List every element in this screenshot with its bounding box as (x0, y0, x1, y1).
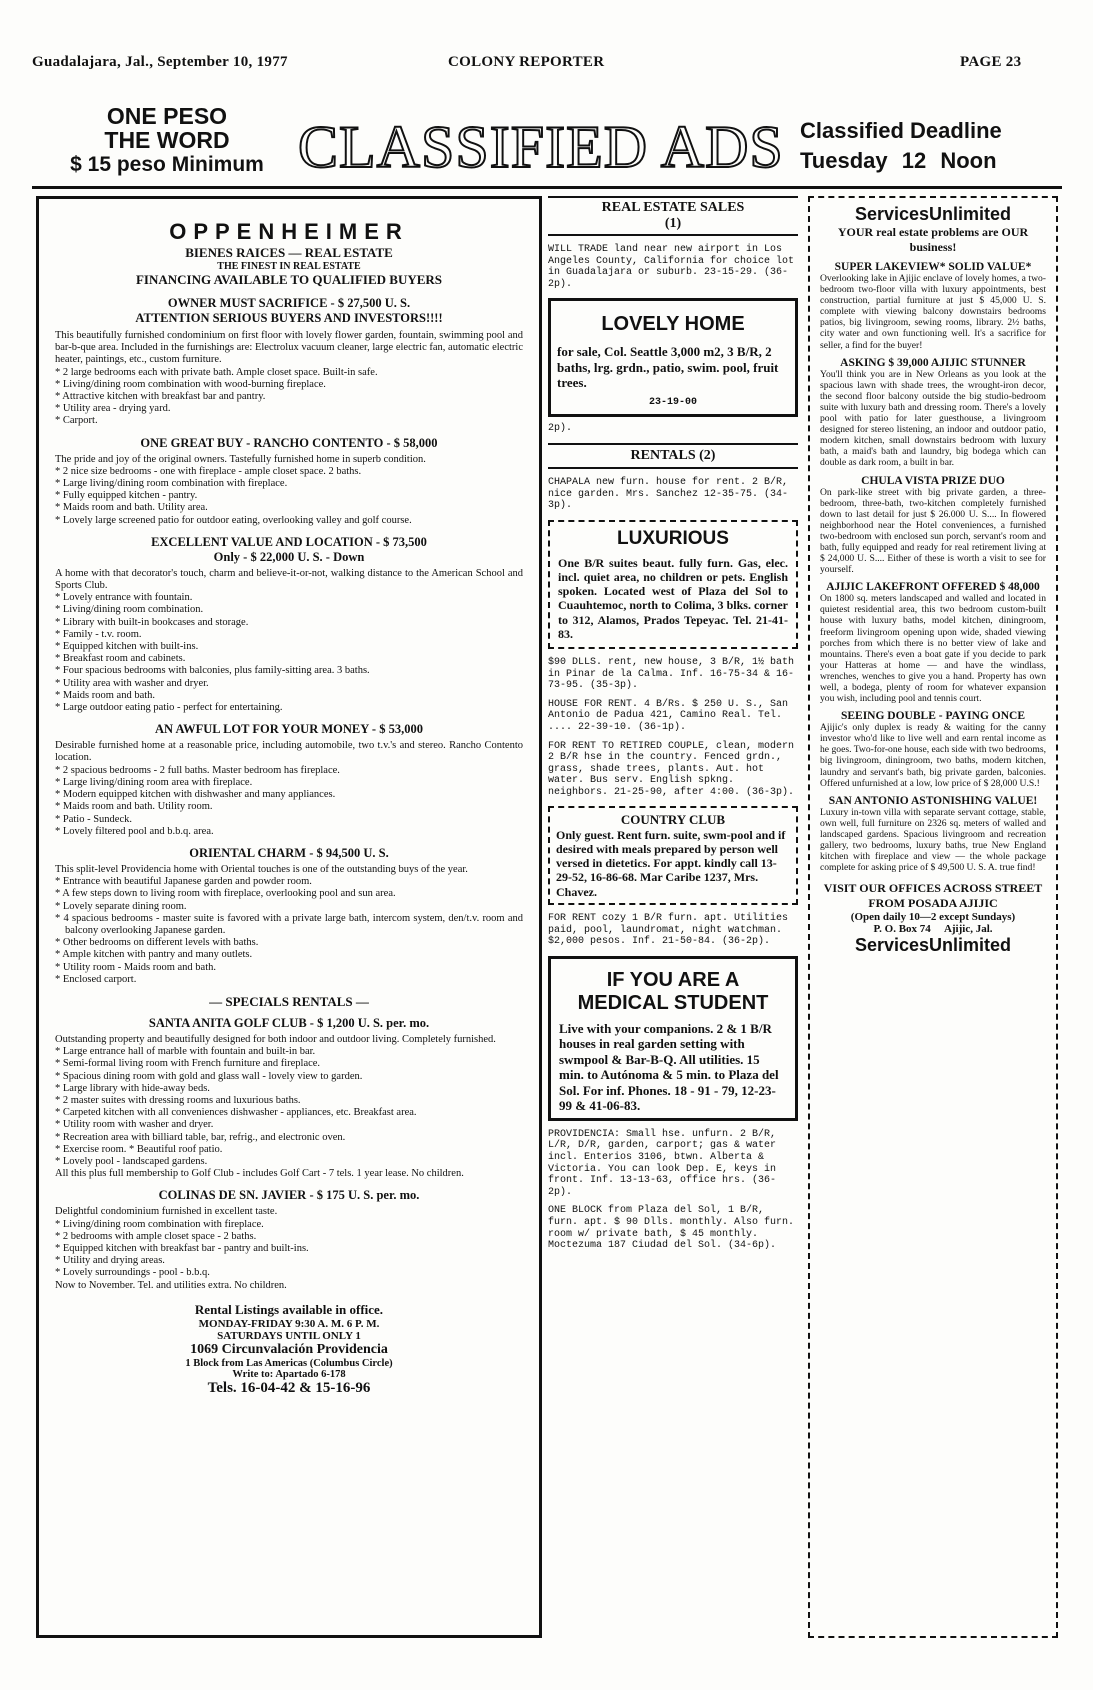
feature-item: * 4 spacious bedrooms - master suite is favored with a private large bath, intercom system, den/t.v. room and balcony overlooking Japanese garden. (55, 913, 523, 937)
feature-item: * Maids room and bath. (55, 690, 523, 702)
feature-item: * Family - t.v. room. (55, 629, 523, 641)
office-phones: Tels. 16-04-42 & 15-16-96 (207, 1379, 371, 1396)
feature-item: * Exercise room. * Beautiful roof patio. (55, 1144, 523, 1156)
office-line-1: Rental Listings available in office. (194, 1301, 384, 1317)
country-club-ad (548, 806, 798, 905)
services-ad-2-title: ASKING $ 39,000 AJIJIC STUNNER (840, 356, 1026, 369)
house-for-rent-ad: HOUSE FOR RENT. 4 B/Rs. $ 250 U. S., San Antonio de Padua 421, Camino Real. Tel. .... 22-39-10. (36-1p). (548, 698, 789, 734)
feature-item: * 2 master suites with dressing rooms and luxurious baths. (55, 1095, 523, 1107)
country-club-body: Only guest. Rent furn. suite, swm-pool and if desired with meals prepared by person well versed in dietetics. For appt. kindly call 13-29-52, 16-86-68. Mar Caribe 1237, Mrs. Chavez. (556, 827, 786, 899)
dateline: Guadalajara, Jal., September 10, 1977 (32, 54, 288, 70)
services-intro: YOUR real estate problems are OUR business! (837, 225, 1029, 254)
feature-item: * Living/dining room combination with wood-burning fireplace. (55, 379, 523, 391)
country-club-title: COUNTRY CLUB (620, 811, 726, 827)
will-trade-ad: WILL TRADE land near new airport in Los Angeles County, California for choice lot in Guadalajara or suburb. 23-15-29. (36-2p). (548, 244, 795, 290)
feature-item: * Patio - Sundeck. (55, 814, 523, 826)
newspaper-name: COLONY REPORTER (448, 54, 605, 70)
feature-item: * Utility and drying areas. (55, 1255, 523, 1267)
oppenheimer-name: OPPENHEIMER (169, 219, 409, 244)
services-ad-6-body: Luxury in-town villa with separate servant cottage, stable, own well, full furniture on 2326 sq. meters of walled and landscaped gardens. Spacious livingroom and recreation gallery, two bedrooms, luxury baths, true New England kitchen with fireplace and view — the whole package complete for asking price of $ 49,500 U. S. A. true find! (820, 806, 1046, 874)
listing-3-body: A home with that decorator's touch, charm and believe-it-or-not, walking distance to the American School and Sports Club. (55, 567, 523, 592)
feature-item: * Lovely entrance with fountain. (55, 592, 523, 604)
feature-item: * Lovely large screened patio for outdoor eating, overlooking valley and golf course. (55, 515, 523, 527)
listing-4-body: Desirable furnished home at a reasonable price, including automobile, two t.v.'s and stereo. Rancho Contento location. (55, 740, 523, 764)
listing-1-subtitle: ATTENTION SERIOUS BUYERS AND INVESTORS!!!! (135, 311, 443, 325)
services-ad-6-title: SAN ANTONIO ASTONISHING VALUE! (828, 794, 1038, 807)
deadline-line-2: Tuesday 12 Noon (800, 148, 997, 173)
feature-item: * Semi-formal living room with French furniture and fireplace. (55, 1058, 523, 1070)
listing-1-title: OWNER MUST SACRIFICE - $ 27,500 U. S. (167, 296, 411, 310)
lovely-home-code: 2p). (548, 423, 573, 435)
oppenheimer-sub3: FINANCING AVAILABLE TO QUALIFIED BUYERS (135, 272, 443, 287)
listing-4-title: AN AWFUL LOT FOR YOUR MONEY - $ 53,000 (155, 722, 423, 737)
deadline-box (800, 116, 1050, 176)
rate-box (32, 104, 302, 178)
feature-item: * Carpeted kitchen with all conveniences dishwasher - appliances, etc. Breakfast area. (55, 1107, 523, 1119)
feature-item: * Living/dining room combination with fireplace. (55, 1219, 523, 1231)
office-line-3: SATURDAYS UNTIL ONLY 1 (217, 1329, 361, 1342)
services-ad-5-body: Ajijic's only duplex is ready & waiting for the canny investor who'd like to live well and earn rental income as he goes. Two-for-one house, each side with two bedrooms, big livingroom, diningroom, two baths, modern kitchen, laundry and servant's bath, big private garden, balconies. Offered unfurnished at a low, low price of $ 28,000 U.S.! (820, 722, 1046, 789)
feature-item: * Other bedrooms on different levels with baths. (55, 937, 523, 949)
lovely-home-ad (548, 298, 798, 417)
feature-item: * Recreation area with billiard table, bar, refrig., and electronic oven. (55, 1132, 523, 1144)
listing-1-body: This beautifully furnished condominium on first floor with lovely flower garden, fountain, swimming pool and bar-b-que area. Included in the furnishings are: Electrolux vacuum cleaner, large electric fan, automatic electric heater, paintings, etc., custom furniture. (55, 330, 523, 366)
feature-item: * Maids room and bath. Utility room. (55, 801, 523, 813)
one-block-ad: ONE BLOCK from Plaza del Sol, 1 B/R, furn. apt. $ 90 Dlls. monthly. Also furn. room w/ private bath, $ 45 monthly. Moctezuma 187 Ciudad del Sol. (34-6p). (548, 1205, 795, 1252)
masthead-rule (32, 186, 1062, 189)
listing-3-title: EXCELLENT VALUE AND LOCATION - $ 73,500 (151, 534, 427, 549)
rental-2-tail: Now to November. Tel. and utilities extra. No children. (55, 1279, 287, 1291)
services-brand: ServicesUnlimited (854, 204, 1012, 224)
middle-column (548, 196, 798, 1252)
feature-item: * 2 spacious bedrooms - 2 full baths. Master bedroom has fireplace. (55, 765, 523, 777)
services-ad-4-body: On 1800 sq. meters landscaped and walled and located in quietest residential area, this two bedroom custom-built house with luxury baths, model kitchen, diningroom, freeform livingroom opening upon wide, shaded viewing porches from which there is no better view of lake and mountains. There's even a boat gate if you decide to park your Hatteras at home — and have the windlass, wrenches, wenches to give you a hand. Property has own well, a bodega, plenty of room for whatever expansion you wish, including pool and tennis court. (820, 593, 1046, 705)
rental-2-features (55, 1219, 523, 1280)
rate-line-1: ONE PESO (106, 103, 228, 129)
feature-item: * Utility room - Maids room and bath. (55, 962, 523, 974)
lovely-home-tel: 23-19-00 (648, 396, 697, 408)
feature-item: * Library with built-in bookcases and storage. (55, 617, 523, 629)
feature-item: * Spacious dining room with gold and glass wall - lovely view to garden. (55, 1071, 523, 1083)
sales-heading-line-1: REAL ESTATE SALES (601, 200, 745, 215)
rental-1-features (55, 1046, 523, 1168)
office-address: 1069 Circunvalación Providencia (190, 1341, 388, 1357)
feature-item: * Fully equipped kitchen - pantry. (55, 490, 523, 502)
luxurious-body: One B/R suites beaut. fully furn. Gas, elec. incl. quiet area, no children or pets. English spoken. Located west of Plaza del Sol to Cuauhtemoc, north to Colima, 3 blks. corner to 312, Alamos, Prados Tepeyac. Tel. 21-41-83. (558, 555, 788, 641)
feature-item: * 2 bedrooms with ample closet space - 2 baths. (55, 1231, 523, 1243)
rental-2-body: Delightful condominium furnished in excellent taste. (55, 1206, 278, 1218)
services-visit-line: VISIT OUR OFFICES ACROSS STREET FROM POSADA AJIJIC (823, 881, 1043, 911)
feature-item: * Entrance with beautiful Japanese garden and powder room. (55, 876, 523, 888)
feature-item: * Utility area with washer and dryer. (55, 678, 523, 690)
services-ad-1-title: SUPER LAKEVIEW* SOLID VALUE* (834, 261, 1032, 273)
feature-item: * Large living/dining room combination with fireplace. (55, 478, 523, 490)
cozy-apartment-ad: FOR RENT cozy 1 B/R furn. apt. Utilities paid, pool, laundromat, night watchman. $2,000 pesos. Inf. 21-50-84. (36-2p). (548, 913, 789, 948)
office-info (55, 1302, 523, 1397)
feature-item: * Lovely filtered pool and b.b.q. area. (55, 826, 523, 838)
services-ad-3-body: On park-like street with big private garden, a three-bedroom, three-bath, two-kitchen completely furnished down to last detail for just $ 26.000 U. S.... In flowered neighborhood near the Hotel conveniences, a furnished two-bedroom with enclosed sun porch, servant's room and bath, fully equipped and ready for real retirement living at $ 24,000 U. S.... Either of these is worth a visit to see for yourself. (820, 486, 1046, 576)
listing-2-title: ONE GREAT BUY - RANCHO CONTENTO - $ 58,000 (140, 435, 438, 450)
feature-item: * Lovely pool - landscaped gardens. (55, 1156, 523, 1168)
services-ad-3-title: CHULA VISTA PRIZE DUO (861, 474, 1005, 487)
rental-1-body: Outstanding property and beautifully designed for both indoor and outdoor living. Completely furnished. (55, 1033, 496, 1045)
feature-item: * 2 nice size bedrooms - one with fireplace - ample closet space. 2 baths. (55, 466, 523, 478)
services-brand-footer: ServicesUnlimited (854, 935, 1012, 956)
services-unlimited-ad (808, 196, 1058, 1638)
listing-1-features (55, 367, 523, 428)
feature-item: * Utility room with washer and dryer. (55, 1119, 523, 1131)
feature-item: * Attractive kitchen with breakfast bar and pantry. (55, 391, 523, 403)
feature-item: * 2 large bedrooms each with private bath. Ample closet space. Built-in safe. (55, 367, 523, 379)
services-address: P. O. Box 74 Ajijic, Jal. (873, 923, 993, 936)
feature-item: * Maids room and bath. Utility area. (55, 502, 523, 514)
office-line-5: 1 Block from Las Americas (Columbus Circle) (185, 1357, 393, 1369)
listing-4-features (55, 765, 523, 838)
feature-item: * Enclosed carport. (55, 974, 523, 986)
medical-student-ad (548, 956, 798, 1121)
feature-item: * Ample kitchen with pantry and many outlets. (55, 949, 523, 961)
listing-5-title: ORIENTAL CHARM - $ 94,500 U. S. (189, 845, 389, 860)
page-number: PAGE 23 (960, 54, 1022, 70)
listing-5-body: This split-level Providencia home with Oriental touches is one of the outstanding buys of the year. (55, 863, 468, 875)
deadline-line-1: Classified Deadline (800, 118, 1002, 143)
medical-student-body: Live with your companions. 2 & 1 B/R houses in real garden setting with swmpool & Bar-B-Q. All utilities. 15 min. to Autónoma & 5 min. to Plaza del Sol. For inf. Phones. 18 - 91 - 79, 12-23-99 & 41-06-83. (559, 1020, 779, 1114)
listing-2-body: The pride and joy of the original owners. Tastefully furnished home in superb condition. (55, 453, 426, 465)
providencia-ad: PROVIDENCIA: Small hse. unfurn. 2 B/R, L/R, D/R, garden, carport; gas & water incl. Enterios 3106, btwn. Alberta & Victoria. You can look Dep. E, keys in front. Inf. 13-13-63, office hrs. (36-2p). (548, 1128, 777, 1198)
feature-item: * Lovely separate dining room. (55, 901, 523, 913)
office-line-2: MONDAY-FRIDAY 9:30 A. M. 6 P. M. (198, 1317, 380, 1330)
feature-item: * Large library with hide-away beds. (55, 1083, 523, 1095)
services-ad-5-title: SEEING DOUBLE - PAYING ONCE (840, 710, 1026, 723)
medical-student-title: IF YOU ARE A MEDICAL STUDENT (577, 968, 769, 1014)
luxurious-title: LUXURIOUS (617, 527, 729, 549)
rentals-heading: RENTALS (2) (548, 443, 798, 469)
oppenheimer-sub1: BIENES RAICES — REAL ESTATE (185, 245, 393, 260)
rental-1-tail: All this plus full membership to Golf Club - includes Golf Cart - 7 tels. 1 year lease. No children. (55, 1168, 464, 1180)
feature-item: * Large outdoor eating patio - perfect for entertaining. (55, 702, 523, 714)
listing-3-subtitle: Only - $ 22,000 U. S. - Down (213, 549, 365, 564)
office-line-6: Write to: Apartado 6-178 (232, 1368, 346, 1380)
retired-couple-ad: FOR RENT TO RETIRED COUPLE, clean, modern 2 B/R hse in the country. Fenced grdn., grass, shade trees, plants. Aut. hot water. Bus serv. English spkng. neighbors. 21-25-90, after 4:00. (36-3p). (548, 740, 795, 798)
ninety-dollar-ad: $90 DLLS. rent, new house, 3 B/R, 1½ bath in Pinar de la Calma. Inf. 16-75-34 & 16-73-95. (35-3p). (548, 657, 795, 692)
rate-line-3: $ 15 peso Minimum (70, 153, 264, 176)
feature-item: * Four spacious bedrooms with balconies, plus family-sitting area. 3 baths. (55, 665, 523, 677)
feature-item: * Carport. (55, 415, 523, 427)
classified-ads-title: CLASSIFIED ADS (298, 114, 784, 180)
listing-2-features (55, 466, 523, 527)
real-estate-sales-heading (548, 196, 798, 236)
sales-heading-line-2: (1) (664, 216, 682, 231)
feature-item: * Equipped kitchen with breakfast bar - pantry and built-ins. (55, 1243, 523, 1255)
chapala-ad: CHAPALA new furn. house for rent. 2 B/R, nice garden. Mrs. Sanchez 12-35-75. (34-3p). (548, 477, 789, 512)
specials-rentals-heading: — SPECIALS RENTALS — (209, 993, 369, 1009)
feature-item: * Utility area - drying yard. (55, 403, 523, 415)
feature-item: * Equipped kitchen with built-ins. (55, 641, 523, 653)
feature-item: * Lovely surroundings - pool - b.b.q. (55, 1267, 523, 1279)
services-ad-2-body: You'll think you are in New Orleans as you look at the spacious lawn with shade trees, the wrought-iron decor, the second floor balcony outside the big studio-bedroom suite with luxury bath and dressing room. There's a lovely pool with patio for later guesthouse, a livingroom designed for stereo listening, an indoor and outdoor patio, modern kitchen, small downstairs bedroom with luxury bath, a maid's bath and laundry, big bodega which can double as dark room, a built in bar. (820, 368, 1046, 469)
rental-1-title: SANTA ANITA GOLF CLUB - $ 1,200 U. S. per. mo. (148, 1015, 430, 1030)
feature-item: * Breakfast room and cabinets. (55, 653, 523, 665)
feature-item: * Large entrance hall of marble with fountain and built-in bar. (55, 1046, 523, 1058)
oppenheimer-sub2: THE FINEST IN REAL ESTATE (217, 261, 361, 272)
listing-5-features (55, 876, 523, 986)
feature-item: * Large living/dining room area with fireplace. (55, 777, 523, 789)
rate-line-2: THE WORD (104, 127, 230, 153)
services-ad-4-title: AJIJIC LAKEFRONT OFFERED $ 48,000 (826, 581, 1040, 594)
feature-item: * Living/dining room combination. (55, 604, 523, 616)
services-ad-1-body: Overlooking lake in Ajijic enclave of lovely homes, a two-bedroom two-floor villa with luxury appointments, best construction, partial furniture at just $ 45,000 U. S. complete with viewing balcony downstairs bedrooms patios, big livingroom, sewing rooms, library. 2½ baths, city water and own functioning well. It's a sacrifice for seller, a find for the buyer! (820, 273, 1046, 351)
lovely-home-body: for sale, Col. Seattle 3,000 m2, 3 B/R, 2 baths, lrg. grdn., patio, swim. pool, fruit trees. (557, 344, 779, 391)
lovely-home-title: LOVELY HOME (601, 313, 745, 336)
luxurious-ad (548, 520, 798, 649)
services-hours: (Open daily 10—2 except Sundays) (850, 911, 1016, 924)
rental-2-title: COLINAS DE SN. JAVIER - $ 175 U. S. per. mo. (158, 1188, 420, 1203)
listing-3-features (55, 592, 523, 714)
feature-item: * A few steps down to living room with fireplace, overlooking pool and sun area. (55, 888, 523, 900)
oppenheimer-ad (36, 196, 542, 1638)
feature-item: * Modern equipped kitchen with dishwasher and many appliances. (55, 789, 523, 801)
